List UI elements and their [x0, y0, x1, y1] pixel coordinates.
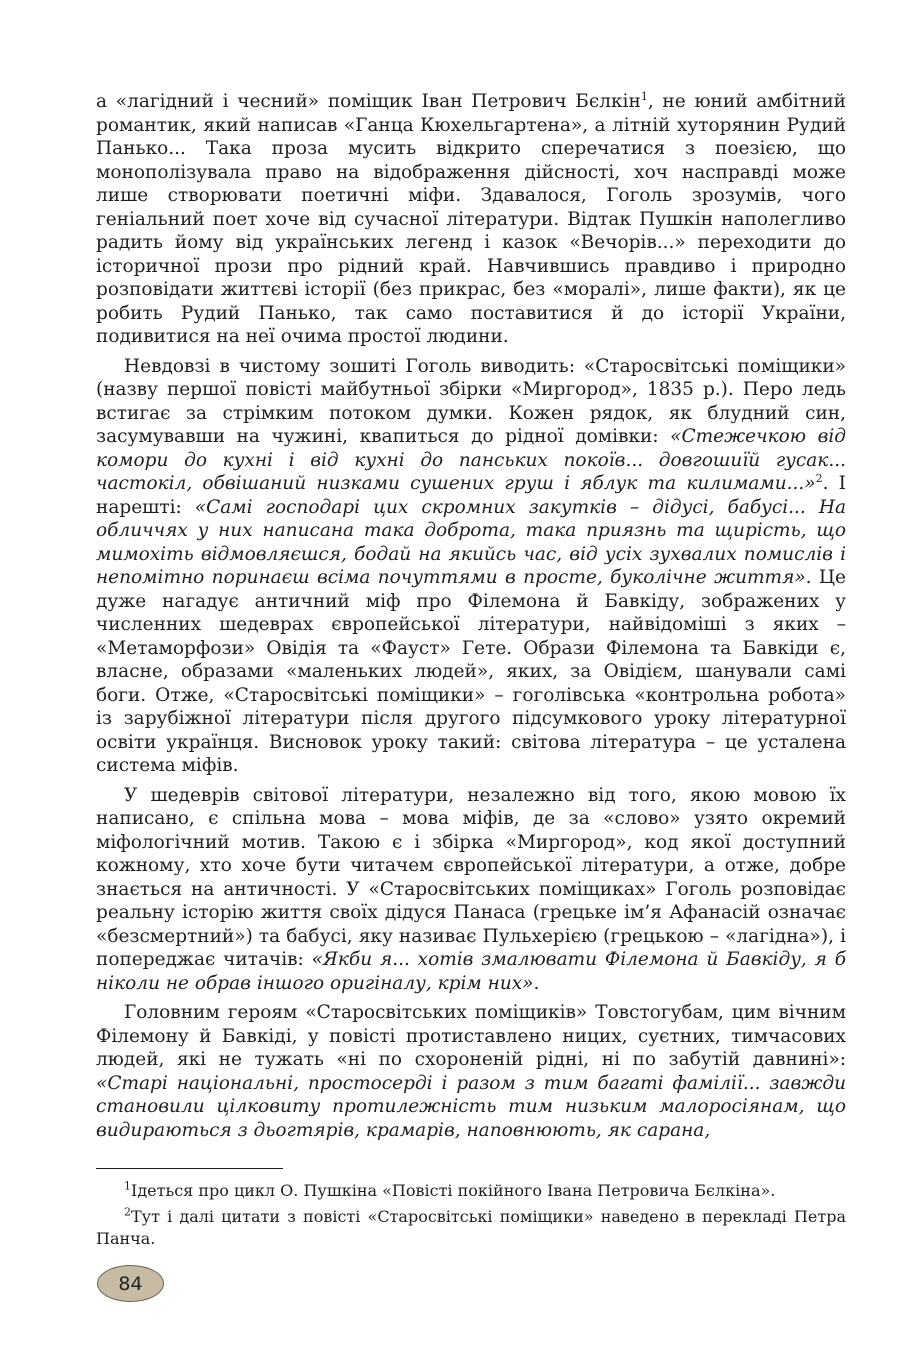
paragraph-1 — [96, 90, 846, 349]
footnote-text: Тут і далі цитати з повісті «Старосвітські поміщики» наведено в перекладі Петра Панча. — [96, 1207, 846, 1248]
page-number: 84 — [118, 1272, 143, 1295]
text-run: . — [533, 972, 540, 994]
paragraph-4 — [96, 1001, 846, 1142]
footnotes — [96, 1180, 846, 1254]
footnote-2 — [96, 1206, 846, 1250]
footnote-1 — [96, 1180, 846, 1202]
text-run: Невдовзі в чистому зошиті Гоголь виводить: «Старосвітські поміщики» (назву першої повісті майбутньої збірки «Миргород», 1835 р.). Перо ледь встигає за стрімким потоком думки. Кожен рядок, як блудний син, засумувавши на чужині, квапиться до рідної домівки: — [96, 355, 846, 447]
quote-run: «Старі національні, простосерді і разом з тим багаті фамілії... завжди становили цілковиту протилежність тим низьким малоросіянам, що видираються з дьогтярів, крамарів, наповнюють, як сарана, — [96, 1072, 846, 1141]
quote-run: «Якби я... хотів змалювати Філемона й Бавкіду, я б ніколи не обрав іншого оригіналу, крім них» — [96, 949, 846, 994]
text-run: , не юний амбітний романтик, який написав «Ганца Кюхельгартена», а літній хуторянин Рудий Панько... Така проза мусить відкрито сперечатися з поезією, що монополізувала право на відображення дійсності, хоч насправді може лише створювати поетичні міфи. Здавалося, Гоголь зрозумів, чого геніальний поет хоче від сучасної літератури. Відтак Пушкін наполегливо радить йому від українських легенд і казок «Вечорів...» переходити до історичної прози про рідний край. Навчившись правдиво і природно розповідати життєві історії (без прикрас, без «моралі», лише факти), як це робить Рудий Панько, так само поставитися й до історії України, подивитися на неї очима простої людини. — [96, 91, 846, 347]
footnote-text: Ідеться про цикл О. Пушкіна «Повісті покійного Івана Петровича Бєлкіна». — [131, 1181, 776, 1200]
text-run: . Це дуже нагадує античний міф про Філемона й Бавкіду, зображених у численних шедеврах європейської літератури, найвідоміші з яких – «Метаморфози» Овідія та «Фауст» Гете. Образи Філемона та Бавкіди є, власне, образами «маленьких людей», яких, за Овідієм, шанували самі боги. Отже, «Старосвітські поміщики» – гоголівська «контрольна робота» із зарубіжної літератури після другого підсумкового уроку літературної освіти українця. Висновок уроку такий: світова література – це усталена система міфів. — [96, 567, 847, 776]
paragraph-2 — [96, 355, 846, 778]
footnote-divider — [96, 1168, 283, 1169]
text-run: Головним героям «Старосвітських поміщиків» Товстогубам, цим вічним Філемону й Бавкіді, у повісті протиставлено ницих, суєтних, тимчасових людей, які не тужать «ні по схороненій рідні, ні по забутій давнині»: — [96, 1002, 846, 1070]
text-run: У шедеврів світової літератури, незалежно від того, якою мовою їх написано, є спільна мова – мова міфів, де за «слово» узято окремий міфологічний мотив. Такою є і збірка «Миргород», код якої доступний кожному, хто хоче бути читачем європейської літератури, а отже, добре знається на античності. У «Старосвітських поміщиках» Гоголь розповідає реальну історію життя своїх дідуся Панаса (грецьке ім’я Афанасій означає «безсмертний») та бабусі, яку називає Пульхерією (грецькою – «лагідна»), і попереджає читачів: — [96, 784, 846, 970]
main-text — [96, 90, 846, 1148]
text-run: а «лагідний і чесний» поміщик Іван Петрович Бєлкін — [96, 91, 641, 112]
text-run: . І нарешті: — [96, 473, 846, 518]
quote-run: «Самі господарі цих скромних закутків – дідусі, бабусі... На обличчях у них написана така доброта, така приязнь та щирість, що мимохіть відмовляєшся, бодай на якийсь час, від усіх зухвалих помислів і непомітно поринаєш всіма почуттями в просте, буколічне життя» — [96, 496, 847, 588]
paragraph-3 — [96, 784, 846, 996]
page-number-badge — [97, 1265, 164, 1302]
footnote-number: 2 — [124, 1205, 131, 1219]
quote-run: «Стежечкою від комори до кухні і від кухні до панських покоїв... довгошиїй гусак... частокіл, обвішаний низками сушених груш і яблук та килимами...» — [96, 426, 846, 494]
footnote-number: 1 — [124, 1179, 131, 1193]
footnote-ref-1: 1 — [640, 89, 648, 103]
footnote-ref-2: 2 — [815, 471, 823, 485]
